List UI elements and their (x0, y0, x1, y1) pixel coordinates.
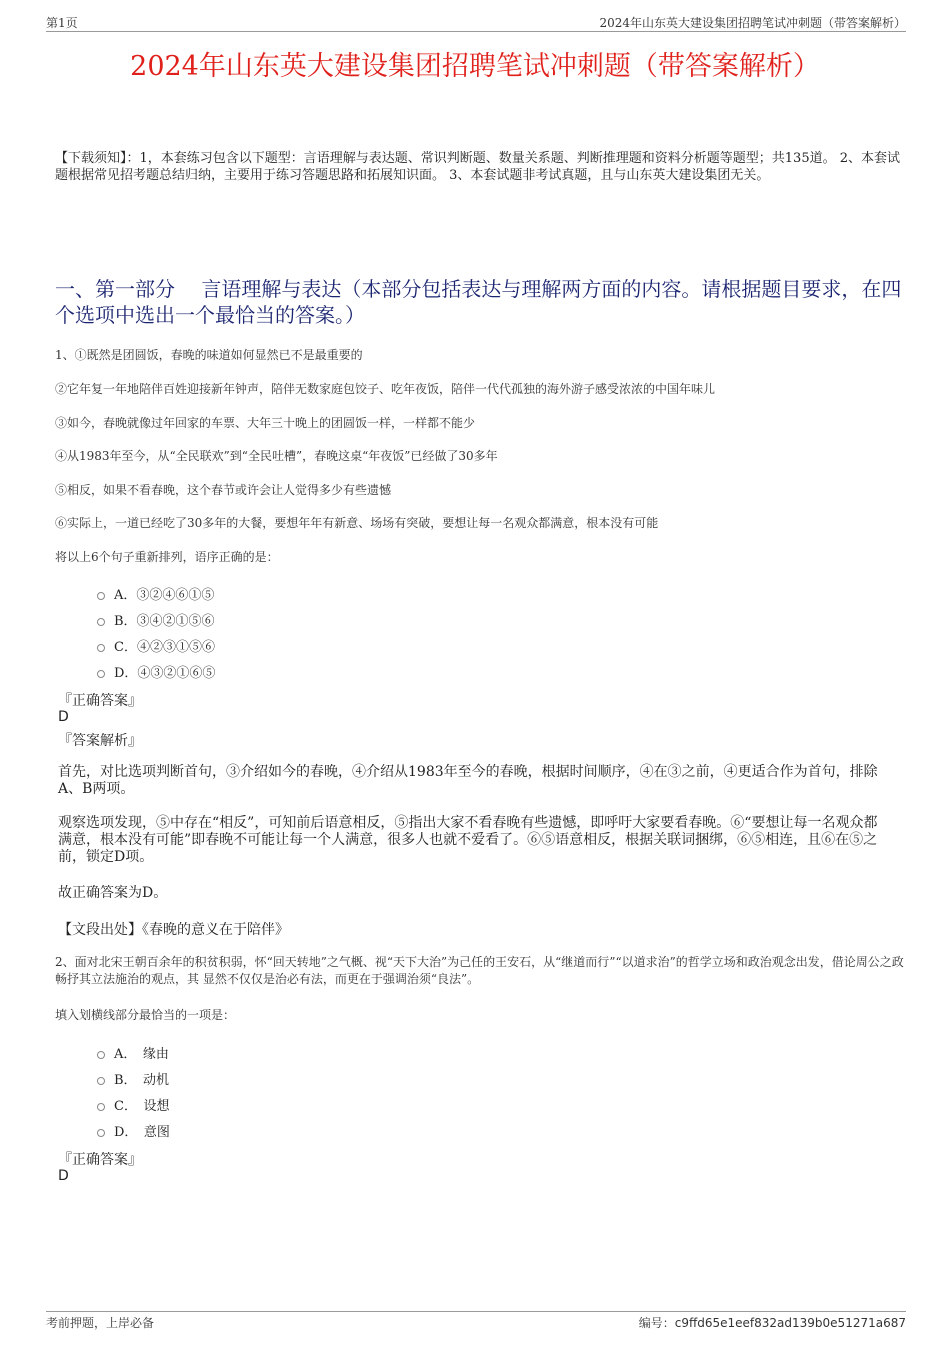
q1-option-d[interactable]: D．④③②①⑥⑤ (97, 662, 215, 681)
q1-line-3: ③如今，春晚就像过年回家的车票、大年三十晚上的团圆饭一样，一样都不能少 (55, 416, 476, 430)
q1-analysis-label: 『答案解析』 (58, 733, 142, 749)
q1-line-5: ⑤相反，如果不看春晚，这个春节或许会让人觉得多少有些遗憾 (55, 483, 392, 497)
footer-divider (46, 1311, 906, 1312)
radio-icon[interactable] (97, 1051, 105, 1059)
section-heading: 一、第一部分 言语理解与表达（本部分包括表达与理解两方面的内容。请根据题目要求，在四个选项中选出一个最恰当的答案。） (55, 277, 902, 327)
radio-icon[interactable] (97, 1129, 105, 1137)
q1-line-4: ④从1983年至今，从“全民联欢”到“全民吐槽”，春晚这桌“年夜饭”已经做了30多年 (55, 449, 498, 463)
radio-icon[interactable] (97, 1077, 105, 1085)
download-notice: 【下载须知】：1，本套练习包含以下题型：言语理解与表达题、常识判断题、数量关系题、判断推理题和资料分析题等题型；共135道。 2、本套试题根据常见招考题总结归纳，主要用于练习答题思路和拓展知识面。 3、本套试题非考试真题，且与山东英大建设集团无关。 (55, 151, 900, 183)
radio-icon[interactable] (97, 1103, 105, 1111)
document-title: 2024年山东英大建设集团招聘笔试冲刺题（带答案解析） (130, 51, 820, 82)
q2-option-d[interactable]: D． 意图 (97, 1121, 170, 1140)
q1-answer-label: 『正确答案』 (58, 693, 142, 709)
q1-source: 【文段出处】《春晚的意义在于陪伴》 (58, 922, 289, 938)
document-code: 编号：c9ffd65e1eef832ad139b0e51271a687 (638, 1316, 906, 1330)
radio-icon[interactable] (97, 592, 105, 600)
q2-option-a[interactable]: A． 缘由 (97, 1043, 169, 1062)
q1-option-a[interactable]: A．③②④⑥①⑤ (97, 584, 214, 603)
q2-answer: D (58, 1168, 69, 1184)
q1-analysis-p3: 故正确答案为D。 (58, 885, 168, 901)
footer-slogan: 考前押题，上岸必备 (46, 1316, 155, 1330)
radio-icon[interactable] (97, 644, 105, 652)
radio-icon[interactable] (97, 618, 105, 626)
q1-analysis-p2: 观察选项发现，⑤中存在“相反”，可知前后语意相反，⑤指出大家不看春晚有些遗憾，即呼吁大家要看春晚。⑥“要想让每一名观众都满意，根本没有可能”即春晚不可能让每一个人满意，很多人也就不爱看了。⑥⑤语意相反，根据关联词捆绑，⑥⑤相连，且⑥在⑤之前，锁定D项。 (58, 815, 878, 865)
q1-line-6: ⑥实际上，一道已经吃了30多年的大餐，要想年年有新意、场场有突破，要想让每一名观众都满意，根本没有可能 (55, 516, 659, 530)
q2-option-b[interactable]: B． 动机 (97, 1069, 169, 1088)
q1-answer: D (58, 709, 69, 725)
q2-option-c[interactable]: C． 设想 (97, 1095, 169, 1114)
radio-icon[interactable] (97, 670, 105, 678)
header-divider (46, 31, 906, 32)
q1-prompt: 将以上6个句子重新排列，语序正确的是： (55, 550, 279, 564)
q2-stem: 2、面对北宋王朝百余年的积贫积弱，怀“回天转地”之气概、视“天下大治”为己任的王安石，从“继道而行”“以道求治”的哲学立场和政治观念出发，借论周公之政畅抒其立法施治的观点，其 显然不仅仅是治必有法，而更在于强调治须“良法”。 (55, 955, 904, 986)
q1-option-c[interactable]: C．④②③①⑤⑥ (97, 636, 215, 655)
q2-prompt: 填入划横线部分最恰当的一项是： (55, 1008, 236, 1022)
q1-option-b[interactable]: B．③④②①⑤⑥ (97, 610, 215, 629)
q1-line-2: ②它年复一年地陪伴百姓迎接新年钟声，陪伴无数家庭包饺子、吃年夜饭，陪伴一代代孤独的海外游子感受浓浓的中国年味儿 (55, 382, 716, 396)
q1-line-1: 1、①既然是团圆饭，春晚的味道如何显然已不是最重要的 (55, 348, 363, 362)
q1-analysis-p1: 首先，对比选项判断首句，③介绍如今的春晚，④介绍从1983年至今的春晚，根据时间顺序，④在③之前，④更适合作为首句，排除A、B两项。 (58, 764, 878, 797)
q2-answer-label: 『正确答案』 (58, 1152, 142, 1168)
running-title: 2024年山东英大建设集团招聘笔试冲刺题（带答案解析） (599, 16, 906, 30)
page-number: 第1页 (46, 16, 78, 30)
